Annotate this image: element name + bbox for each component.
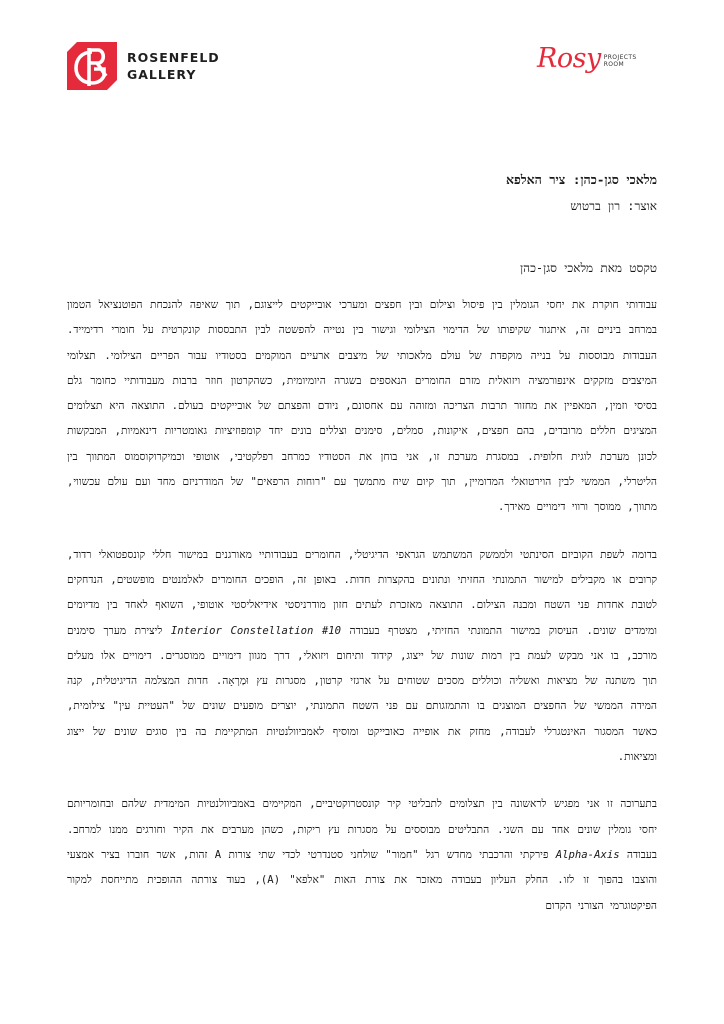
exhibition-header (506, 171, 657, 215)
paragraph-1-text: עבודותי חוקרת את יחסי הגומלין בין פיסול וצילום ובין חפצים ומערכי אובייקטים לייצוגם, תוך שאיפה להנכחת הפוטנציאל הטמון במרחב ביניים זה, איתגור שקיפותו של הדימוי הצילומי וגישור בין נטייה להפשטה לבין התבססות קונקרטית על חומרי רדימייד. העבודות מבוססות על בנייה מוקפדת של עולם מלאכותי של מיצבים ארעיים המוקמים בסטודיו עבור הפריים הצילומי. תצלומי המיצבים מזקקים אינפורמציה ויזואלית מזרם החומרים הנאספים בשגרה היומיומית, כשהקרטון חוזר ברבות מעבודותיי כחומר גלם בסיסי וזמין, המאפיין את מחזור תרבות הצריכה ומזוהה עם אחסונם, ניודם והפצתם של אובייקטים בעולם. התוצאה היא תצלומים המציגים חללים מרובדים, בהם חפצים, איקונות, סמלים, סימנים וצללים בונים יחד קומפוזיציות גאומטריות דינאמיות, המבקשות לכונן מערכת לוגית חלופית. במסגרת מערכת זו, אני בוחן את הסטודיו כמרחב רפלקטיבי, אוטופי וכמיקרוקוסמוס המתווך בין הליטרלי, הממשי לבין הוירטואלי המדומיין, תוך קיום שיח מתמשך עם "רוחות הרפאים" של המודרניזם מחד ועם עולם עכשווי, מתווך, ממוסך ורווי דימויים מאידך. (67, 299, 657, 514)
exhibition-title: מלאכי סגן-כהן: ציר האלפא (505, 172, 657, 187)
gallery-name (127, 49, 220, 83)
rosy-wordmark: Rosy (537, 43, 601, 74)
projects-room-line-1: PROJECTS (603, 54, 637, 61)
rosenfeld-gallery-logo (67, 42, 220, 90)
paragraph-3-text-b: פירקתי והרכבתי מחדש רגל "חמור" שולחני סטנדרטי לכדי שתי צורות A זהות, אשר חוברו בציר אמצעי והוצבו בהפוך זו לזו. החלק העליון בעבודה מאזכר את צורת האות "אלפא" (A), בעוד צורתה ההופכית מתייחסת למקור הפיקטוגרמי הצורני הקדום (67, 848, 657, 912)
paragraph-2-text-a: בדומה לשפת הקוביזם הסינתטי ולממשק המשתמש הגראפי הדיגיטלי, החומרים בעבודותיי מאורגנים במישור חללי קונספטואלי רדוד, קרובים או מקבילים למישור התמונתי החזיתי ונתונים בהקצרות חדות. באופן זה, הופכים החומרים לאלמנטים מופשטים, הנדחקים לטובת אחדות פני השטח ומבנה הצילום. התוצאה מאזכרת לעתים חזון מודרניסטי אידיאליסטי אוטופי, השואף לאחד בין מדיומים ומימדים שונים. העיסוק במישור התמונתי החזיתי, מצטרף בעבודה (67, 548, 657, 637)
curator-line: אוצר: רון ברטוש (570, 199, 657, 213)
gallery-name-line-1: ROSENFELD (127, 50, 220, 65)
text-by-line: טקסט מאת מלאכי סגן-כהן (520, 261, 657, 275)
projects-room-label (604, 54, 637, 68)
paragraph-2-text-b: ליצירת מערך סימנים מורכב, בו אני מבקש לעמת בין רמות שונות של ייצוג, קידוד ותיחום ויזואלי, דרך מגוון דימויים ממוסגרים. דימויים אלו מעלים תוך משתנה של מציאות ואשליה וכוללים מסכים שטוחים על ארגזי קרטון, מסגרות עץ וּמַרְאָה. חדות המצלמה הדיגיטלית, קנה המידה הממשי של החפצים המוצגים בו והתמזגותם עם פני השטח התמונתי, יוצרים מופעים שונים של "העטיית עין" צילומית, כאשר המסגור האינטגרלי לעבודה, מחזק את אופייה כאובייקט ומוסיף לאמביוולנטיות המתקיימת בה בין סוגים שונים של ייצוג ומציאות. (67, 624, 657, 764)
rg-monogram-icon (67, 42, 117, 90)
paragraph-3-text-a: בתערוכה זו אני מפגיש לראשונה בין תצלומים לתבליטי קיר קונסטרוקטיביים, המקיימים באמביוולנטיות המימדית שלהם ובחומריותם יחסי גומלין שונים אחד עם השני. התבליטים מבוססים על מסגרות עץ ריקות, כשהן מערבים את הקיר וחורגים ממנו למרחב. בעבודה (67, 798, 657, 861)
gallery-name-line-2: GALLERY (127, 67, 197, 82)
paragraph-3 (67, 792, 657, 918)
rosy-projects-room-logo (537, 44, 637, 74)
artwork-title-alpha-axis: Alpha-Axis (555, 848, 620, 861)
paragraph-1 (67, 293, 657, 521)
artwork-title-interior-constellation: Interior Constellation #10 (170, 624, 342, 637)
body-text (67, 293, 657, 941)
projects-room-line-2: ROOM (603, 61, 625, 68)
paragraph-2 (67, 543, 657, 771)
